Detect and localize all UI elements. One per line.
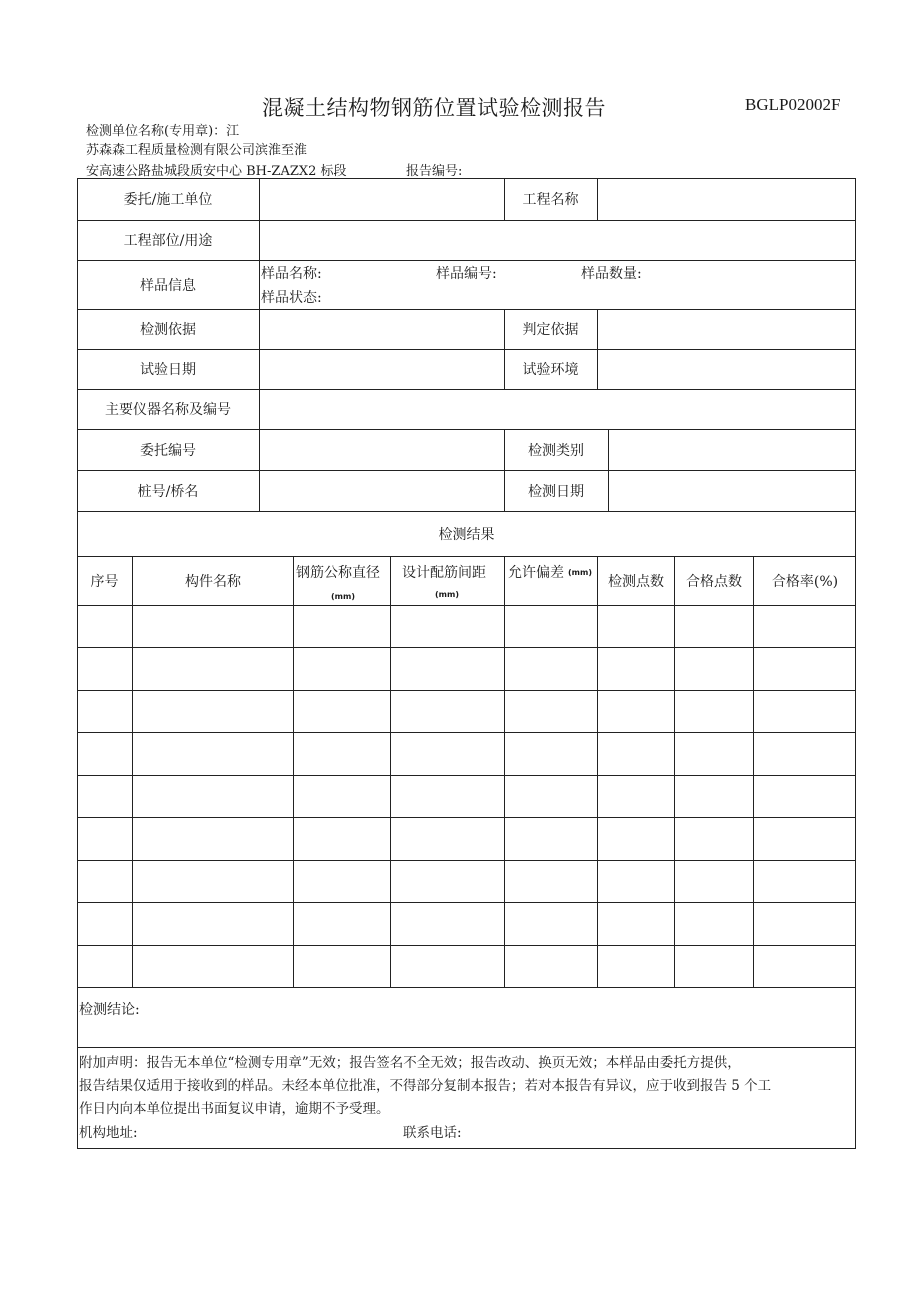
- commission-number-label: 委托编号: [140, 442, 196, 459]
- col-diameter-unit: (mm): [331, 592, 355, 601]
- test-date-label: 试验日期: [140, 362, 196, 378]
- conclusion-label: 检测结论:: [79, 1002, 140, 1018]
- project-part-label: 工程部位/用途: [123, 233, 213, 249]
- sample-name-label: 样品名称:: [261, 266, 322, 282]
- col-pass-points-header: 合格点数: [686, 573, 742, 590]
- client-label: 委托/施工单位: [123, 192, 213, 208]
- col-tolerance-unit: (mm): [568, 568, 592, 577]
- col-diameter-header: 钢筋公称直径: [296, 565, 380, 581]
- col-seq-header: 序号: [90, 573, 119, 590]
- test-environment-value[interactable]: [598, 349, 856, 389]
- col-spacing-header: 设计配筋间距: [402, 565, 486, 581]
- sample-number-label: 样品编号:: [436, 266, 497, 282]
- testing-unit-line3: 安高速公路盐城段质安中心 BH-ZAZX2 标段: [86, 164, 347, 179]
- address-label: 机构地址:: [79, 1125, 138, 1141]
- results-section-title: 检测结果: [438, 526, 495, 543]
- pile-bridge-label: 桩号/桥名: [137, 483, 199, 500]
- phone-label: 联系电话:: [403, 1125, 462, 1141]
- test-date-value[interactable]: [260, 349, 504, 389]
- detect-date-label: 检测日期: [528, 483, 584, 500]
- col-points-header: 检测点数: [608, 573, 664, 590]
- sample-state-label: 样品状态:: [261, 290, 322, 306]
- notice-line-2: 报告结果仅适用于接收到的样品。未经本单位批准，不得部分复制本报告；若对本报告有异议，应于收到报告 5 个工: [79, 1078, 772, 1094]
- instrument-label: 主要仪器名称及编号: [105, 402, 231, 418]
- col-pass-rate-header: 合格率(%): [771, 573, 839, 590]
- sample-info-label: 样品信息: [140, 277, 196, 294]
- col-tolerance-header: 允许偏差: [508, 565, 564, 581]
- notice-line-1: 附加声明：报告无本单位“检测专用章”无效；报告签名不全无效；报告改动、换页无效；本样品由委托方提供，: [79, 1055, 741, 1071]
- col-spacing-unit: (mm): [435, 590, 459, 599]
- report-title: 混凝土结构物钢筋位置试验检测报告: [262, 96, 606, 120]
- testing-unit-line2: 苏森森工程质量检测有限公司滨淮至淮: [86, 143, 308, 158]
- notice-line-3: 作日内向本单位提出书面复议申请，逾期不予受理。: [79, 1101, 390, 1117]
- project-part-value[interactable]: [260, 220, 856, 260]
- test-category-value[interactable]: [609, 429, 856, 470]
- form-code: BGLP02002F: [745, 95, 841, 114]
- project-name-value[interactable]: [598, 178, 856, 220]
- judge-basis-label: 判定依据: [522, 322, 579, 338]
- pile-bridge-value[interactable]: [260, 470, 504, 511]
- col-component-header: 构件名称: [185, 573, 241, 590]
- test-basis-label: 检测依据: [140, 322, 196, 338]
- sample-quantity-label: 样品数量:: [581, 266, 642, 282]
- testing-unit-line1: 检测单位名称(专用章)：江: [86, 124, 240, 139]
- test-category-label: 检测类别: [528, 442, 584, 459]
- project-name-label: 工程名称: [522, 192, 579, 208]
- report-number-label: 报告编号:: [406, 164, 463, 179]
- test-basis-value[interactable]: [260, 309, 504, 349]
- judge-basis-value[interactable]: [598, 309, 856, 349]
- commission-number-value[interactable]: [260, 429, 504, 470]
- detect-date-value[interactable]: [609, 470, 856, 511]
- report-table: [77, 178, 856, 1149]
- client-value[interactable]: [260, 178, 504, 220]
- instrument-value[interactable]: [260, 389, 856, 429]
- test-environment-label: 试验环境: [522, 362, 579, 378]
